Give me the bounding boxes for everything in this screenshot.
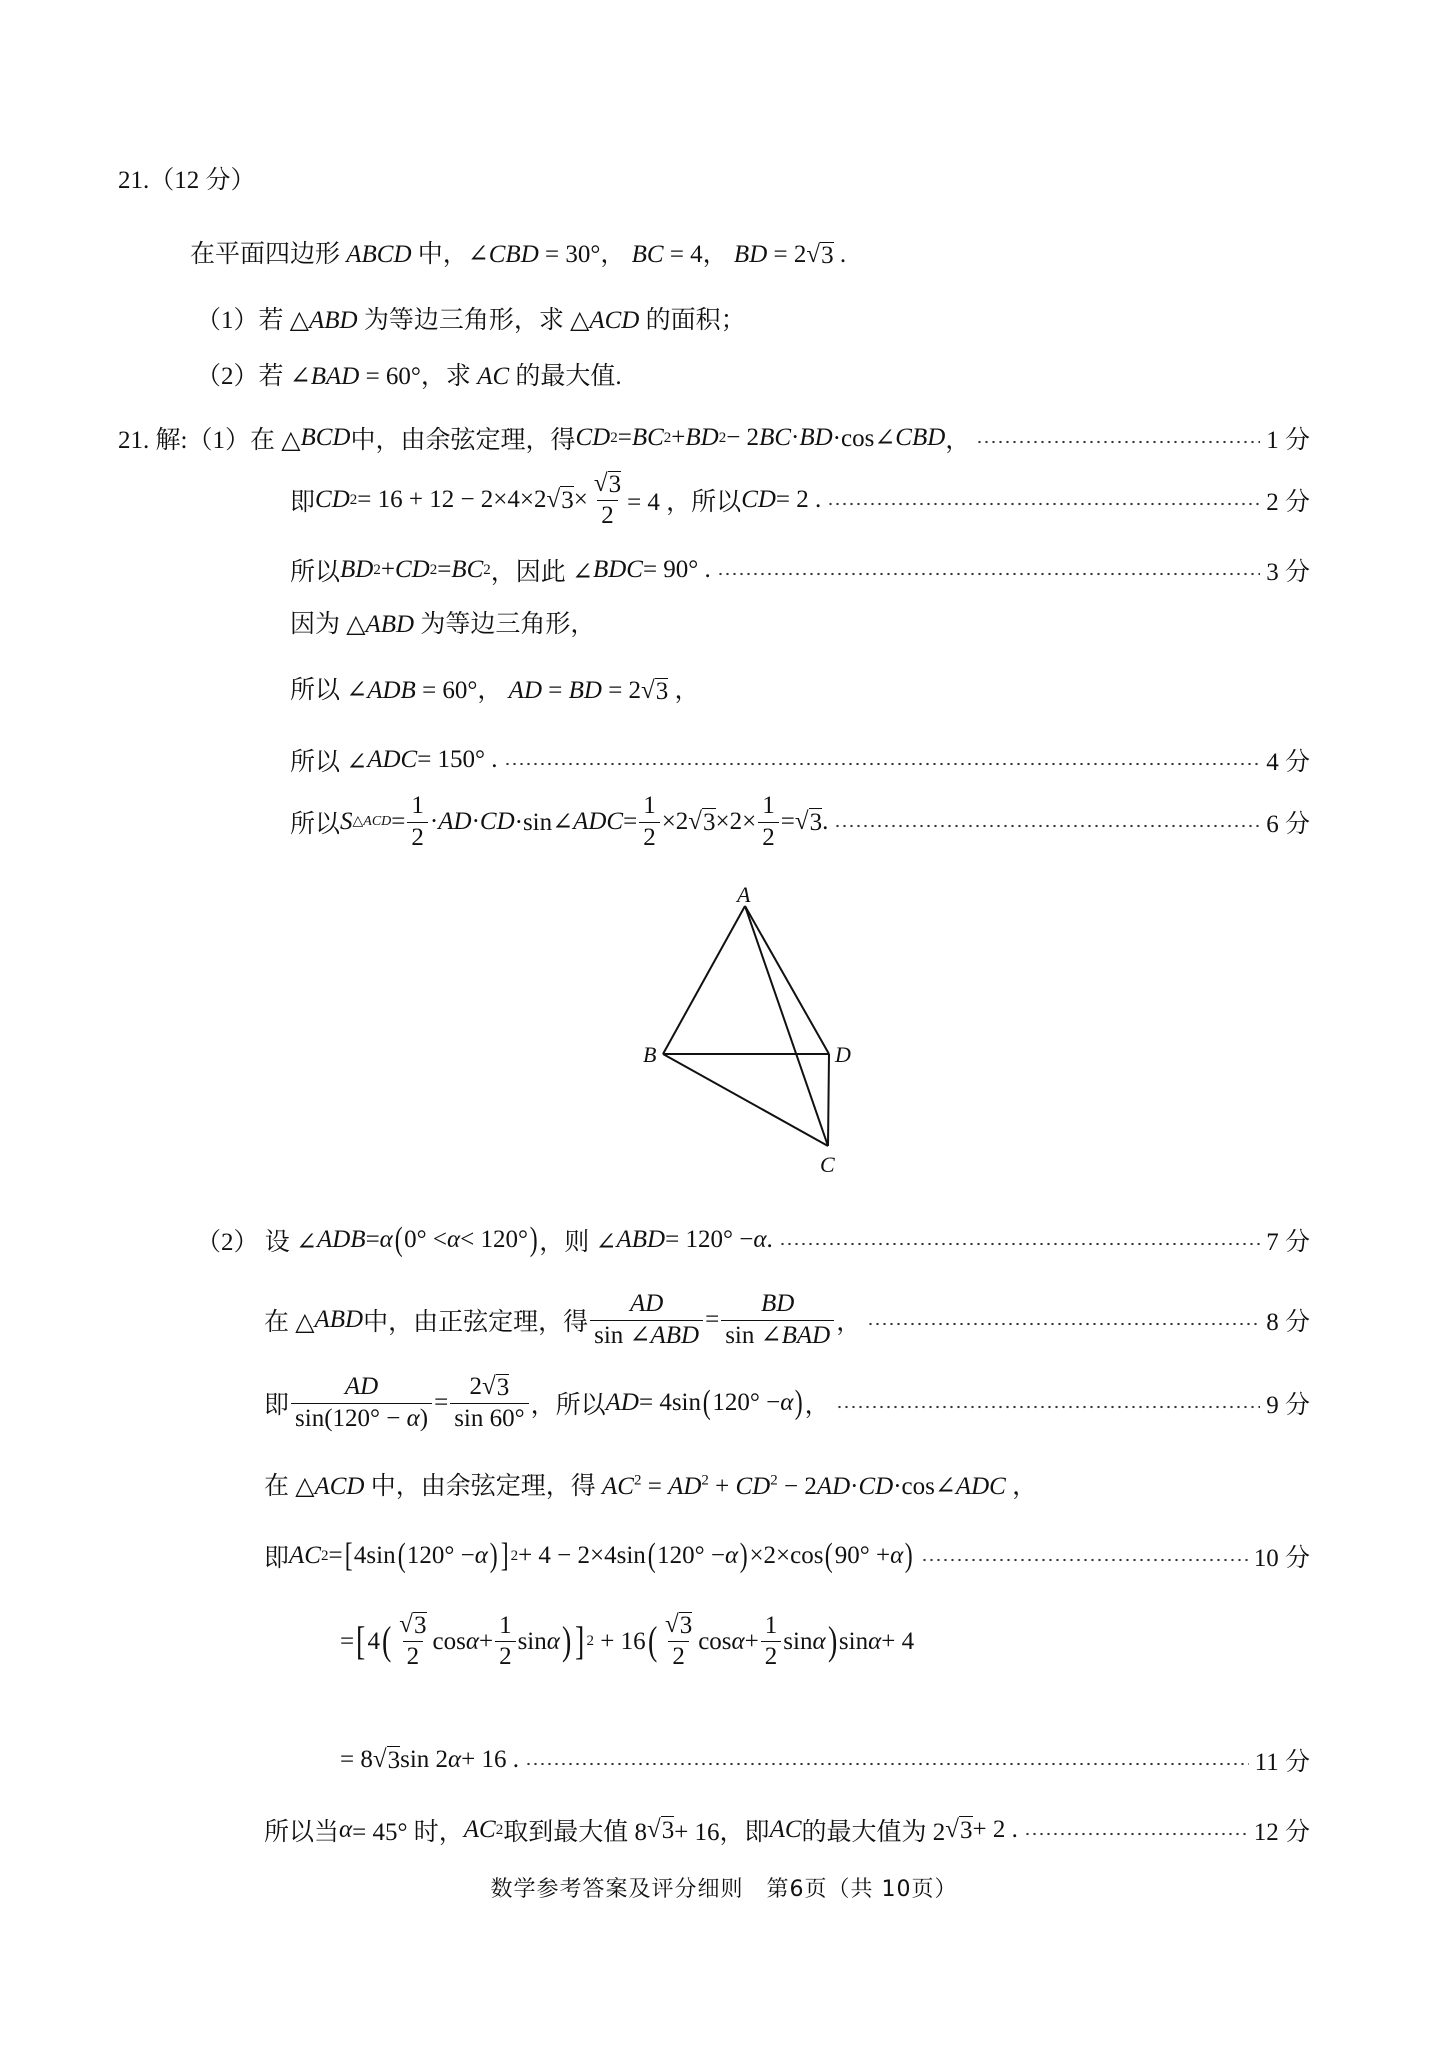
problem-statement: 在平面四边形 ABCD 中，∠CBD = 30°， BC = 4， BD = 2 √ 3 . [190,241,847,269]
solution-step-11: 在 △ACD 中，由余弦定理，得 $AC^2 = AD^2 + CD^2$ − 2AD·CD·cos∠ADC ， [264,1472,1038,1500]
vertex-label-a: A [737,882,751,907]
solution-step-13: = [ 4 ( √ 3 2 cos α + $\frac{1}{2}$ sin α ) ] 2 + 16 ( √ 3 2 cos α + $\frac{1}{2}$ sin α ) sin α + 4 [340,1611,915,1671]
score-label: 11 分 [1254,1749,1310,1776]
score-label: 9 分 [1266,1392,1310,1419]
solution-step-2 [290,470,1310,530]
vertex-label-b: B [643,1042,657,1067]
solution-step-7 [290,792,1310,852]
segment-DC [828,1054,829,1146]
segment-AB [663,906,745,1054]
solution-step-12 [264,1538,1310,1574]
diagram-segments [663,906,829,1146]
dot-leader [717,572,1260,576]
problem-number [118,168,256,193]
solution-step-3 [290,552,1310,588]
dot-leader [779,1242,1261,1246]
solution-step-10 [264,1372,1310,1434]
problem-number-text: 21. [118,167,150,194]
step-content: 即 AC 2 = [ 4sin ( 120° − α ) ] 2 + 4 − 2×4sin ( 120° − α ) ×2×cos ( 90° + α ) [264,1537,913,1574]
problem-part-2: （2）若 ∠BAD = 60°，求 AC 的最大值. [196,363,622,390]
solution-step-14 [340,1742,1310,1778]
dot-leader [1024,1832,1248,1836]
problem-points: （12 分） [149,167,256,194]
step-content: 即 $\frac{AD}{\sin(120^\circ - \alpha)}$ = 2 √ 3 sin 60° ，所以 AD = 4sin ( 120° − α ) ， [264,1372,830,1432]
score-label: 10 分 [1253,1545,1310,1572]
vertex-label-c: C [820,1152,835,1177]
solution-step-6 [290,742,1310,778]
score-label: 8 分 [1266,1309,1310,1336]
dot-leader [921,1558,1248,1562]
dot-leader [525,1762,1249,1766]
score-label: 4 分 [1266,749,1310,776]
step-content: （2） 设 ∠ ADB = α ( 0° < α < 120° ) ，则 ∠ ABD = 120° − α . [196,1221,773,1258]
score-label: 2 分 [1266,489,1310,516]
step-content: 所以当 α = 45° 时， AC 2 取到最大值 8 √ 3 + 16，即 AC 的最大值为 2 √ 3 + 2 . [264,1815,1018,1846]
solution-step-1 [118,420,1310,456]
segment-BC [663,1054,828,1146]
solution-step-15 [264,1812,1310,1848]
step-content: 所以 S △ACD = $\frac{1}{2}$ · AD · CD ·sin∠ ADC = $\frac{1}{2}$ ×2 √ 3 ×2× $\frac{1}{2}$ = √ 3 . [290,792,829,851]
score-label: 6 分 [1266,811,1310,838]
segment-AD [745,906,829,1054]
step-content: 在 △ ABD 中，由正弦定理，得 $\frac{AD}{\text{sin ∠ABD}}$ = $\frac{BD}{\text{sin ∠BAD}}$ ， [264,1290,862,1349]
score-label: 1 分 [1266,427,1310,454]
solution-step-4: 因为 △ABD 为等边三角形， [290,611,596,638]
step-content: 即 CD 2 = 16 + 12 − 2×4×2 √ 3 × √ 3 2 = 4 ，所以 CD = 2 . [290,469,822,529]
part-label: （1） [196,307,259,334]
score-label: 3 分 [1266,559,1310,586]
score-label: 12 分 [1253,1819,1310,1846]
step-content: 21. 解: （1） 在 △ BCD 中，由余弦定理，得 CD 2 = BC 2 + BD 2 − 2 BC · BD ·cos∠ CBD ， [118,420,970,456]
quadrilateral-diagram [640,880,870,1180]
solution-step-5: 所以 ∠ADB = 60°， AD = BD = 2 √ 3 ， [290,677,700,705]
solution-header: 21. 解: [118,427,188,454]
part-label: （1） [187,427,250,454]
step-content: 所以 BD 2 + CD 2 = BC 2 ，因此 ∠ BDC = 90° . [290,556,711,586]
step-content: = 8 √ 3 sin 2 α + 16 . [340,1745,520,1774]
score-label: 7 分 [1266,1229,1310,1256]
solution-step-8 [196,1222,1310,1258]
solution-step-9 [264,1290,1310,1350]
part-label: （2） [196,363,259,390]
problem-part-1: （1）若 △ABD 为等边三角形，求 △ACD 的面积； [196,307,746,334]
dot-leader [504,762,1261,766]
dot-leader [836,1405,1261,1409]
dot-leader [867,1322,1260,1326]
step-content: 所以 ∠ ADC = 150° . [290,746,498,776]
dot-leader [827,502,1260,506]
page-footer: 数学参考答案及评分细则 第6页（共 10页） [490,1877,958,1902]
segment-AC [745,906,828,1146]
dot-leader [976,440,1260,444]
dot-leader [834,824,1260,828]
vertex-label-d: D [835,1042,851,1067]
